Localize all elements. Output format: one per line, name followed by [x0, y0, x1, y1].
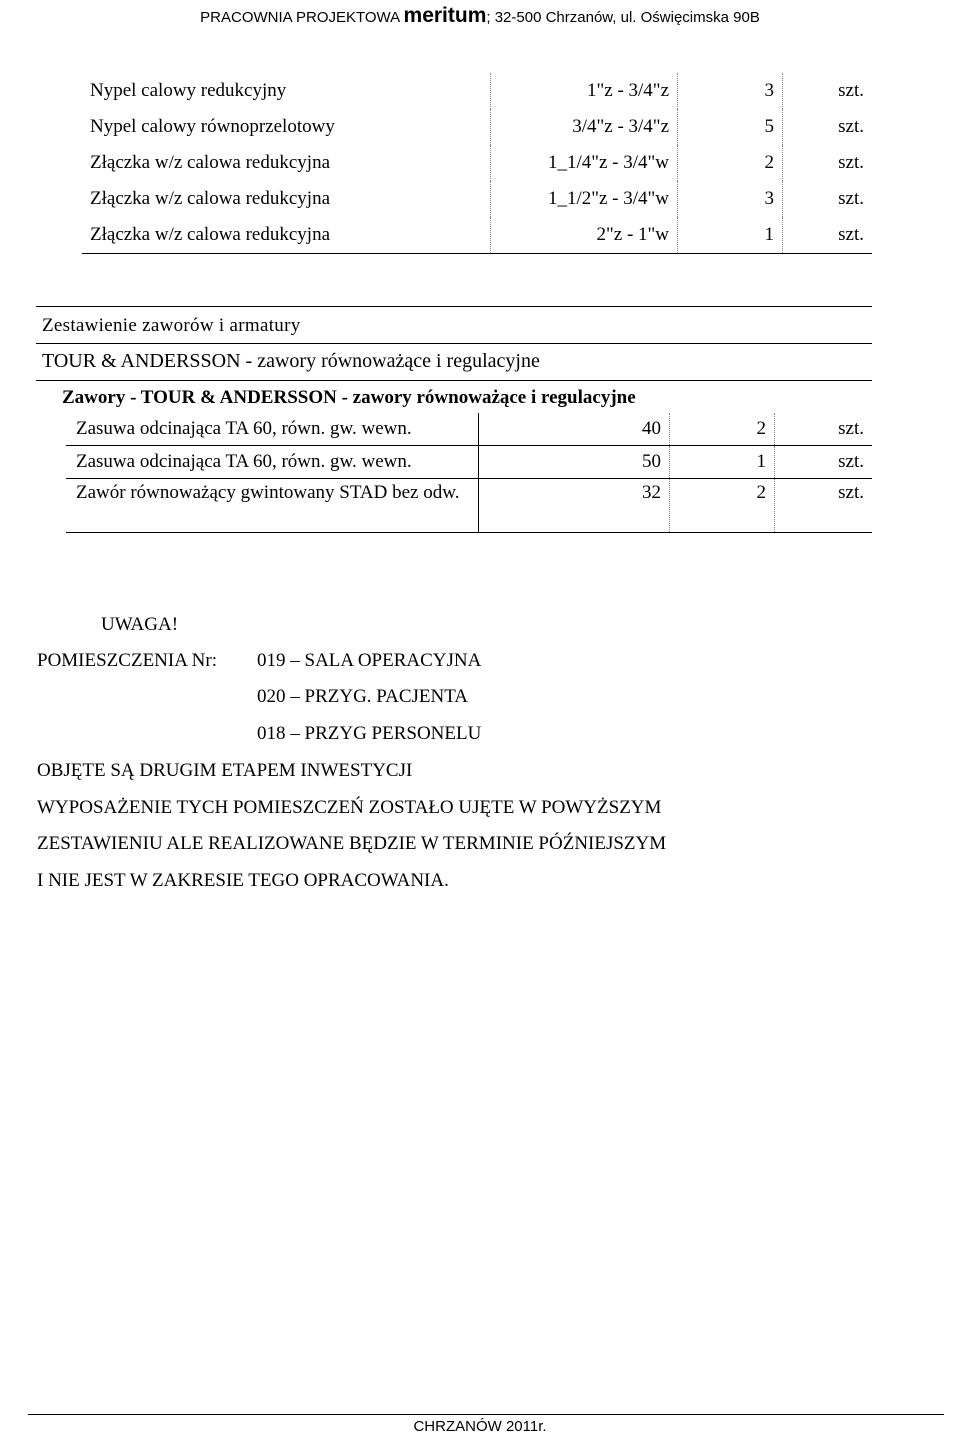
item-unit: szt. [838, 224, 864, 245]
valves-table [66, 413, 872, 533]
note-line: OBJĘTE SĄ DRUGIM ETAPEM INWESTYCJI [37, 760, 413, 781]
item-name: Nypel calowy redukcyjny [90, 80, 287, 101]
item-unit: szt. [838, 152, 864, 173]
item-name: Nypel calowy równoprzelotowy [90, 116, 335, 137]
item-dimension: 1_1/4"z - 3/4"w [491, 145, 678, 181]
item-name: Złączka w/z calowa redukcyjna [90, 224, 331, 245]
item-name: Zasuwa odcinająca TA 60, równ. gw. wewn. [66, 413, 479, 446]
item-name: Złączka w/z calowa redukcyjna [90, 188, 331, 209]
table-row [82, 181, 872, 217]
item-quantity: 3 [678, 73, 783, 109]
item-diameter: 32 [479, 479, 670, 533]
item-dimension: 1"z - 3/4"z [491, 73, 678, 109]
table-row [66, 413, 872, 446]
section-title: Zestawienie zaworów i armatury [42, 315, 301, 336]
item-quantity: 2 [670, 413, 775, 446]
room-entry: 020 – PRZYG. PACJENTA [257, 686, 469, 707]
rooms-label: POMIESZCZENIA Nr: [37, 650, 217, 671]
footer-divider [28, 1414, 944, 1415]
item-dimension: 2"z - 1"w [491, 217, 678, 254]
header-brand: meritum [403, 4, 487, 27]
item-quantity: 5 [678, 109, 783, 145]
note-heading: UWAGA! [101, 614, 179, 635]
table-row [82, 145, 872, 181]
item-unit: szt. [838, 80, 864, 101]
item-unit: szt. [775, 479, 873, 533]
item-quantity: 1 [678, 217, 783, 254]
note-line: WYPOSAŻENIE TYCH POMIESZCZEŃ ZOSTAŁO UJĘTE W POWYŻSZYM [37, 797, 662, 818]
item-name: Złączka w/z calowa redukcyjna [90, 152, 331, 173]
item-quantity: 2 [670, 479, 775, 533]
item-unit: szt. [775, 413, 873, 446]
table-row [82, 109, 872, 145]
table-row [66, 479, 872, 533]
item-diameter: 40 [479, 413, 670, 446]
item-unit: szt. [775, 446, 873, 479]
item-name: Zasuwa odcinająca TA 60, równ. gw. wewn. [66, 446, 479, 479]
item-quantity: 1 [670, 446, 775, 479]
header-prefix: PRACOWNIA PROJEKTOWA [200, 9, 404, 26]
manufacturer-category: TOUR & ANDERSSON - zawory równoważące i regulacyjne [42, 350, 540, 372]
item-dimension: 1_1/2"z - 3/4"w [491, 181, 678, 217]
room-entry: 019 – SALA OPERACYJNA [257, 650, 482, 671]
item-unit: szt. [838, 116, 864, 137]
item-quantity: 3 [678, 181, 783, 217]
room-entry: 018 – PRZYG PERSONELU [257, 723, 482, 744]
item-name: Zawór równoważący gwintowany STAD bez odw. [66, 479, 479, 533]
item-dimension: 3/4"z - 3/4"z [491, 109, 678, 145]
section-divider [36, 343, 872, 344]
table-row [66, 446, 872, 479]
header-address: ; 32-500 Chrzanów, ul. Oświęcimska 90B [486, 9, 760, 26]
table-row [82, 217, 872, 254]
note-line: ZESTAWIENIU ALE REALIZOWANE BĘDZIE W TERMINIE PÓŹNIEJSZYM [37, 833, 667, 854]
page-header [0, 4, 960, 28]
section-divider [36, 306, 872, 307]
table-row [82, 73, 872, 109]
page-footer: CHRZANÓW 2011r. [413, 1418, 547, 1435]
section-divider [36, 380, 872, 381]
item-diameter: 50 [479, 446, 670, 479]
item-unit: szt. [838, 188, 864, 209]
valves-subcategory: Zawory - TOUR & ANDERSSON - zawory równoważące i regulacyjne [62, 387, 636, 408]
fittings-table [82, 73, 872, 254]
note-line: I NIE JEST W ZAKRESIE TEGO OPRACOWANIA. [37, 870, 449, 891]
item-quantity: 2 [678, 145, 783, 181]
